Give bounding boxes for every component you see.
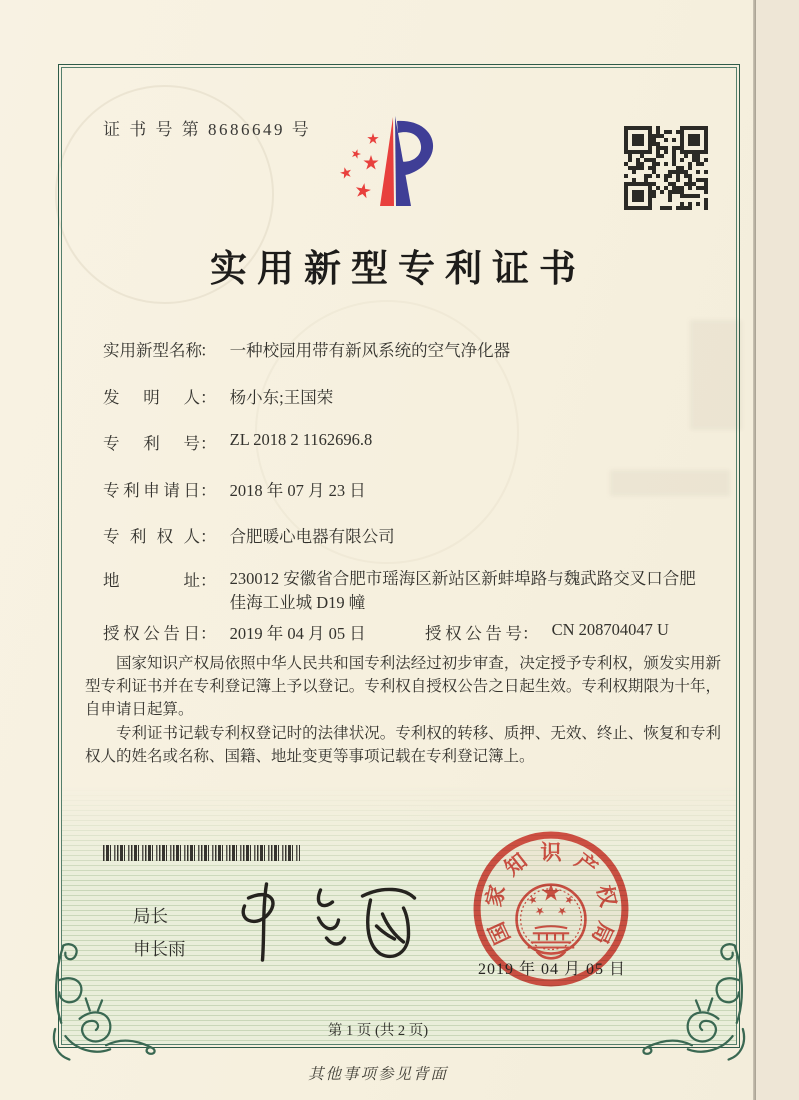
logo-red-wedge xyxy=(380,117,394,206)
field-value: 2019 年 04 月 05 日 xyxy=(229,624,366,643)
logo-star-icon xyxy=(352,149,361,159)
svg-text:识: 识 xyxy=(540,840,562,865)
field-label: 专 利 申 请 日 xyxy=(103,481,200,500)
colon: ： xyxy=(200,341,217,360)
field-value: 合肥暖心电器有限公司 xyxy=(229,527,395,546)
colon: ： xyxy=(200,571,217,590)
certificate-title: 实用新型专利证书 xyxy=(210,249,586,290)
field-patent-number xyxy=(103,430,733,454)
field-value: CN 208704047 U xyxy=(551,620,669,639)
field-label: 地 址 xyxy=(103,571,200,590)
cnipa-logo-icon xyxy=(326,103,458,221)
logo-star-icon xyxy=(356,183,371,198)
handwritten-signature-icon xyxy=(222,874,437,969)
colon: ： xyxy=(200,434,217,453)
svg-text:家: 家 xyxy=(481,882,510,910)
field-label: 授 权 公 告 号 xyxy=(425,624,522,643)
field-value: 2018 年 07 月 23 日 xyxy=(229,481,366,500)
page-footer: 第 1 页 (共 2 页) xyxy=(327,1023,429,1039)
svg-text:权: 权 xyxy=(592,882,621,910)
colon: ： xyxy=(200,624,217,643)
back-note: 其他事项参见背面 xyxy=(307,1066,448,1083)
field-value: 一种校园用带有新风系统的空气净化器 xyxy=(229,341,511,360)
seal-date: 2019 年 04 月 05 日 xyxy=(477,961,626,978)
logo-star-icon xyxy=(367,133,378,144)
field-value: 230012 安徽省合肥市瑶海区新站区新蚌埠路与魏武路交叉口合肥佳海工业城 D19 幢 xyxy=(229,569,696,612)
colon: ： xyxy=(200,527,217,546)
svg-text:局: 局 xyxy=(587,918,618,948)
qr-code xyxy=(624,126,708,210)
svg-text:国: 国 xyxy=(484,918,515,948)
corner-ornament-right-icon xyxy=(641,939,753,1067)
logo-star-icon xyxy=(340,167,351,178)
field-inventor xyxy=(103,384,733,408)
registry-paragraph: 专利证书记载专利权登记时的法律状况。专利权的转移、质押、无效、终止、恢复和专利权人的姓名或名称、国籍、地址变更等事项记载在专利登记簿上。 xyxy=(85,724,721,765)
field-value: ZL 2018 2 1162696.8 xyxy=(229,430,373,449)
colon: ： xyxy=(200,481,217,500)
barcode xyxy=(103,845,300,861)
field-label: 实 用 新 型 名 称 xyxy=(103,341,202,360)
colon: ： xyxy=(522,624,539,643)
field-patent-name xyxy=(103,337,733,361)
field-label: 发 明 人 xyxy=(103,388,200,407)
field-value: 杨小东;王国荣 xyxy=(229,388,334,407)
field-label: 专 利 权 人 xyxy=(103,527,200,546)
logo-star-icon xyxy=(363,155,378,170)
field-label: 授 权 公 告 日 xyxy=(103,624,200,643)
certificate-number: 证 书 号 第 8686649 号 xyxy=(103,120,312,139)
field-address xyxy=(103,567,733,615)
field-patentee xyxy=(103,523,733,547)
scanner-background xyxy=(756,0,799,1100)
field-grant-date xyxy=(103,620,733,644)
legal-text-block xyxy=(85,652,721,768)
svg-text:知: 知 xyxy=(500,848,532,881)
field-filing-date xyxy=(103,477,733,501)
svg-text:产: 产 xyxy=(570,848,602,881)
colon: ： xyxy=(200,388,217,407)
field-label: 专 利 号 xyxy=(103,434,200,453)
commissioner-name: 申长雨 xyxy=(133,939,186,959)
field-grant-number xyxy=(425,620,669,644)
commissioner-title: 局长 xyxy=(133,906,168,926)
decision-paragraph: 国家知识产权局依照中华人民共和国专利法经过初步审查，决定授予专利权，颁发实用新型专利证书并在专利登记簿上予以登记。专利权自授权公告之日起生效。专利权期限为十年，自申请日起算。 xyxy=(85,655,721,719)
